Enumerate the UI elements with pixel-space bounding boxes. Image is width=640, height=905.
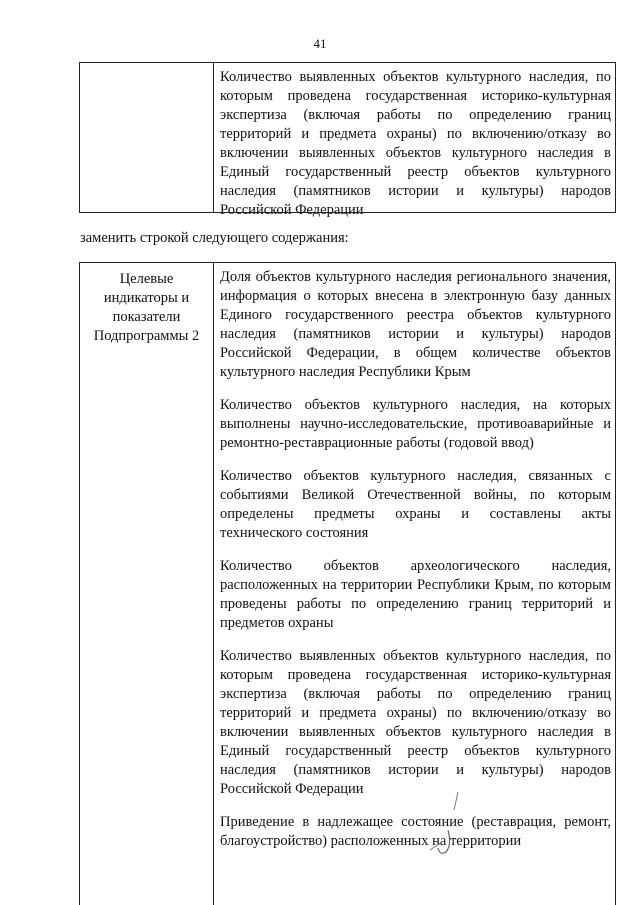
handwritten-signature-mark bbox=[418, 790, 478, 860]
indicator-paragraph: Количество объектов культурного наследия, на которых выполнены научно-исследовательские, противоаварийные и ремонтно-реставрационные работы (годовой ввод) bbox=[220, 397, 611, 451]
indicator-paragraph: Количество выявленных объектов культурного наследия, по которым проведена государственная историко-культурная экспертиза (включая работы по определению границ территорий и предмета охраны) по включению/отказу во включении выявленных объектов культурного наследия в Единый государственный реестр объектов культурного наследия (памятников истории и культуры) народов Российской Федерации bbox=[220, 648, 611, 797]
indicators-heading-line: показатели bbox=[112, 309, 181, 325]
indicators-heading-line: индикаторы и bbox=[103, 290, 190, 306]
top-table-left-cell bbox=[80, 63, 214, 212]
indicator-paragraph: Приведение в надлежащее состояние (реставрация, ремонт, благоустройство) расположенных на территории bbox=[220, 814, 611, 849]
indicators-heading-cell bbox=[80, 263, 214, 905]
top-table-paragraph: Количество выявленных объектов культурного наследия, по которым проведена государственная историко-культурная экспертиза (включая работы по определению границ территорий и предмета охраны) по включению/отказу во включении выявленных объектов культурного наследия в Единый государственный реестр объектов культурного наследия (памятников истории и культуры) народов Российской Федерации bbox=[220, 69, 611, 218]
top-table-right-cell bbox=[214, 63, 615, 218]
top-table bbox=[79, 62, 616, 218]
indicator-paragraph: Количество объектов культурного наследия, связанных с событиями Великой Отечественной войны, по которым определены предметы охраны и составлены акты технического состояния bbox=[220, 468, 611, 541]
indicators-heading-line: Подпрограммы 2 bbox=[93, 328, 200, 344]
indicators-heading-line: Целевые bbox=[119, 271, 174, 287]
indicators-list-cell bbox=[214, 263, 615, 905]
replacement-instruction: заменить строкой следующего содержания: bbox=[80, 230, 349, 246]
page-number: 41 bbox=[313, 36, 327, 51]
indicator-paragraph: Количество объектов археологического наследия, расположенных на территории Республики Крым, по которым проведены работы по определению границ территорий и предметов охраны bbox=[220, 558, 611, 631]
replacement-table bbox=[79, 262, 616, 905]
indicator-paragraph: Доля объектов культурного наследия регионального значения, информация о которых внесена в электронную базу данных Единого государственного реестра объектов культурного наследия (памятников истории и культуры) народов Российской Федерации, в общем количестве объектов культурного наследия Республики Крым bbox=[220, 269, 611, 380]
